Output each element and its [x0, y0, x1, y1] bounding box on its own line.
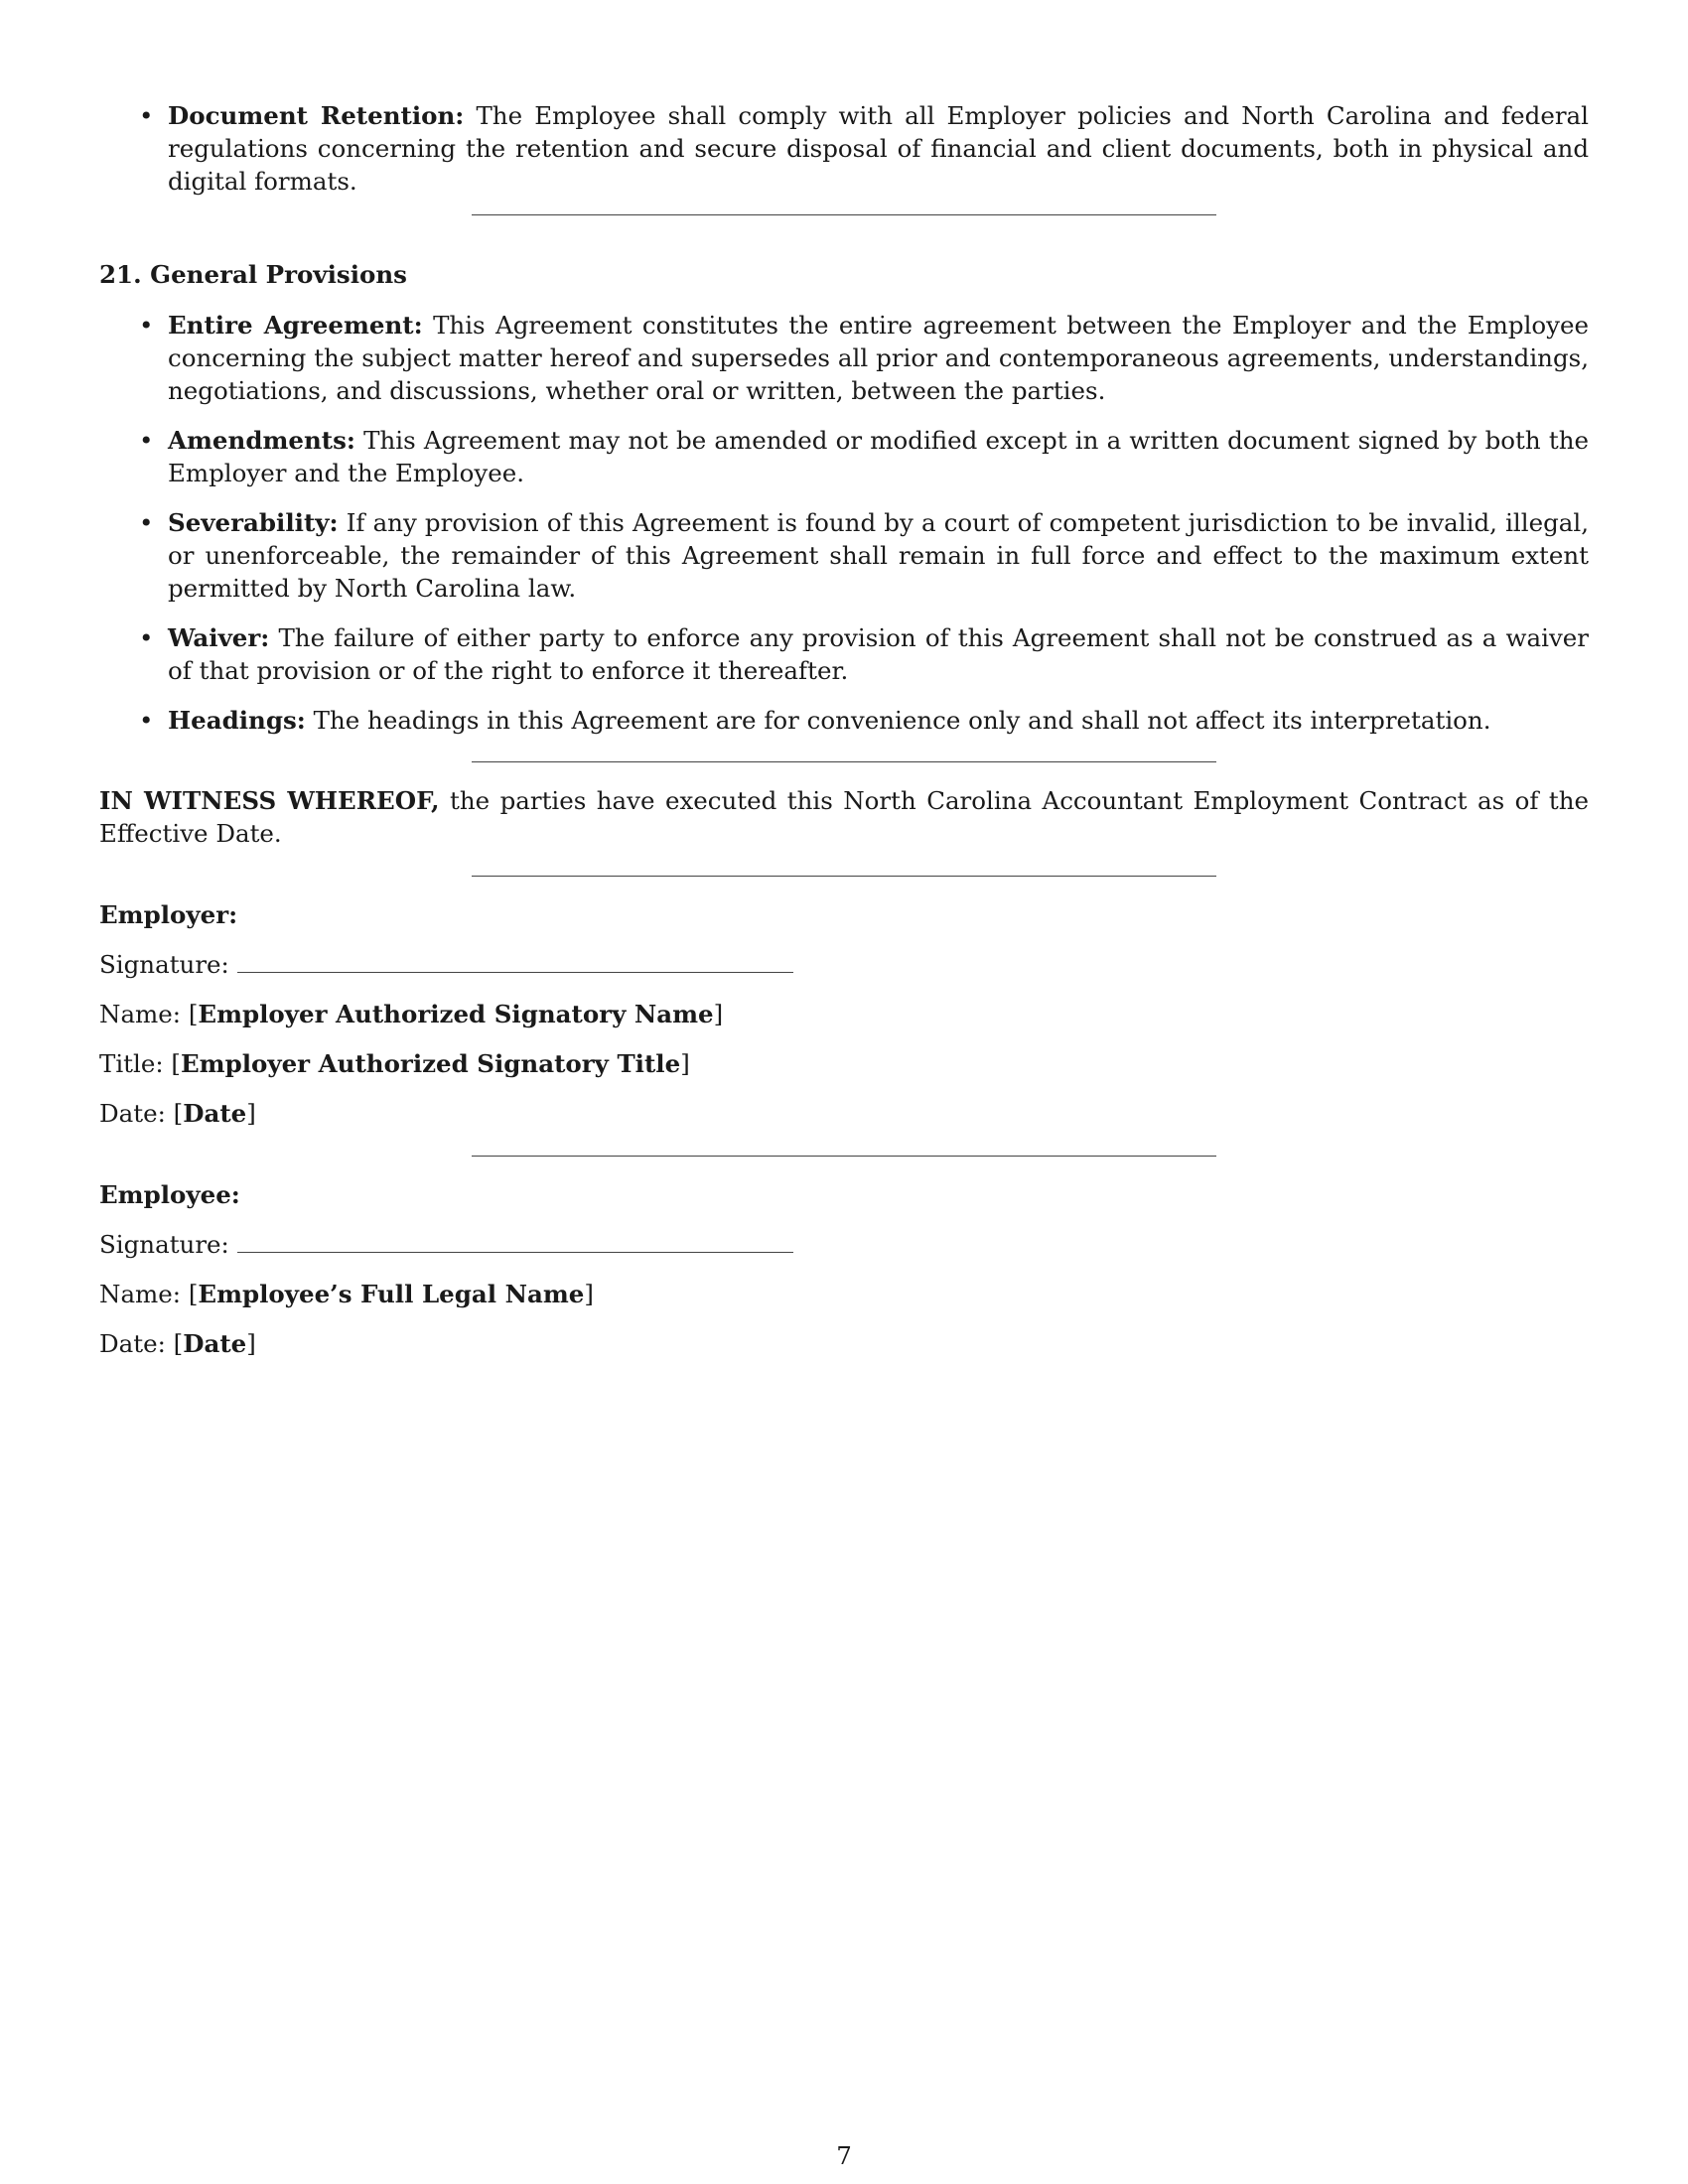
bracket-open: [ [173, 1329, 184, 1358]
item-term: Document Retention: [168, 101, 465, 130]
item-text: The headings in this Agreement are for convenience only and shall not affect its interpretation. [313, 706, 1491, 735]
list-item-document-retention [99, 99, 1589, 198]
section-heading: 21. General Provisions [99, 260, 407, 289]
list-item-entire-agreement [99, 309, 1589, 407]
list-item-amendments [99, 424, 1589, 489]
signature-label: Signature: [99, 950, 229, 979]
employer-date-placeholder: Date [183, 1099, 247, 1128]
employer-signature-row [99, 948, 1589, 981]
title-label: Title: [99, 1049, 164, 1078]
item-term: Severability: [168, 508, 339, 537]
signature-label: Signature: [99, 1230, 229, 1259]
general-provisions-list [99, 309, 1589, 737]
bullet-icon: • [139, 426, 154, 455]
employer-signature-block [99, 898, 1589, 1130]
bullet-icon: • [139, 508, 154, 537]
employee-name-row [99, 1278, 1589, 1310]
item-text: This Agreement may not be amended or modified except in a written document signed by both the Employer and the Employee. [168, 426, 1589, 487]
item-term: Waiver: [168, 623, 270, 652]
witness-clause [99, 784, 1589, 850]
item-text: This Agreement constitutes the entire agreement between the Employer and the Employee concerning the subject matter hereof and supersedes all prior and contemporaneous agreements, understandings, negotiations, and discussions, whether oral or written, between the parties. [168, 311, 1590, 405]
employer-date-row [99, 1097, 1589, 1130]
employer-signature-field[interactable] [237, 948, 793, 973]
divider [472, 214, 1216, 215]
employer-title-row [99, 1047, 1589, 1080]
divider [472, 761, 1216, 762]
divider [472, 876, 1216, 877]
list-item-headings [99, 704, 1589, 737]
employee-heading: Employee: [99, 1180, 240, 1209]
bracket-close: ] [713, 1000, 724, 1028]
employee-signature-block [99, 1178, 1589, 1360]
employee-date-row [99, 1327, 1589, 1360]
bracket-open: [ [188, 1280, 199, 1308]
bracket-close: ] [680, 1049, 690, 1078]
employer-name-placeholder: Employer Authorized Signatory Name [198, 1000, 714, 1028]
page-number: 7 [836, 2141, 852, 2170]
witness-text: the parties have executed this North Carolina Accountant Employment Contract as of the Effective Date. [99, 786, 1589, 848]
item-term: Headings: [168, 706, 306, 735]
bracket-close: ] [584, 1280, 594, 1308]
item-term: Amendments: [168, 426, 355, 455]
divider [472, 1156, 1216, 1157]
bullet-icon: • [139, 623, 154, 652]
employer-heading: Employer: [99, 900, 238, 929]
bullet-icon: • [139, 311, 154, 340]
name-label: Name: [99, 1280, 182, 1308]
document-page [99, 99, 1589, 1360]
bracket-open: [ [188, 1000, 199, 1028]
date-label: Date: [99, 1329, 166, 1358]
employer-name-row [99, 998, 1589, 1030]
item-text: If any provision of this Agreement is found by a court of competent jurisdiction to be invalid, illegal, or unenforceable, the remainder of this Agreement shall remain in full force and effect to the maximum extent permitted by North Carolina law. [168, 508, 1589, 603]
name-label: Name: [99, 1000, 182, 1028]
employee-date-placeholder: Date [183, 1329, 247, 1358]
witness-lead: IN WITNESS WHEREOF, [99, 786, 440, 815]
employee-signature-field[interactable] [237, 1228, 793, 1253]
bracket-open: [ [173, 1099, 184, 1128]
date-label: Date: [99, 1099, 166, 1128]
employer-title-placeholder: Employer Authorized Signatory Title [180, 1049, 681, 1078]
item-term: Entire Agreement: [168, 311, 423, 340]
bracket-open: [ [171, 1049, 181, 1078]
bracket-close: ] [246, 1099, 256, 1128]
employee-signature-row [99, 1228, 1589, 1261]
employee-name-placeholder: Employee’s Full Legal Name [198, 1280, 585, 1308]
item-text: The Employee shall comply with all Employer policies and North Carolina and federal regulations concerning the retention and secure disposal of financial and client documents, both in physical and digital formats. [168, 101, 1589, 196]
item-text: The failure of either party to enforce any provision of this Agreement shall not be construed as a waiver of that provision or of the right to enforce it thereafter. [168, 623, 1589, 685]
list-item-waiver [99, 621, 1589, 687]
list-item-severability [99, 506, 1589, 605]
bracket-close: ] [246, 1329, 256, 1358]
bullet-icon: • [139, 101, 154, 130]
retention-list [99, 99, 1589, 198]
bullet-icon: • [139, 706, 154, 735]
